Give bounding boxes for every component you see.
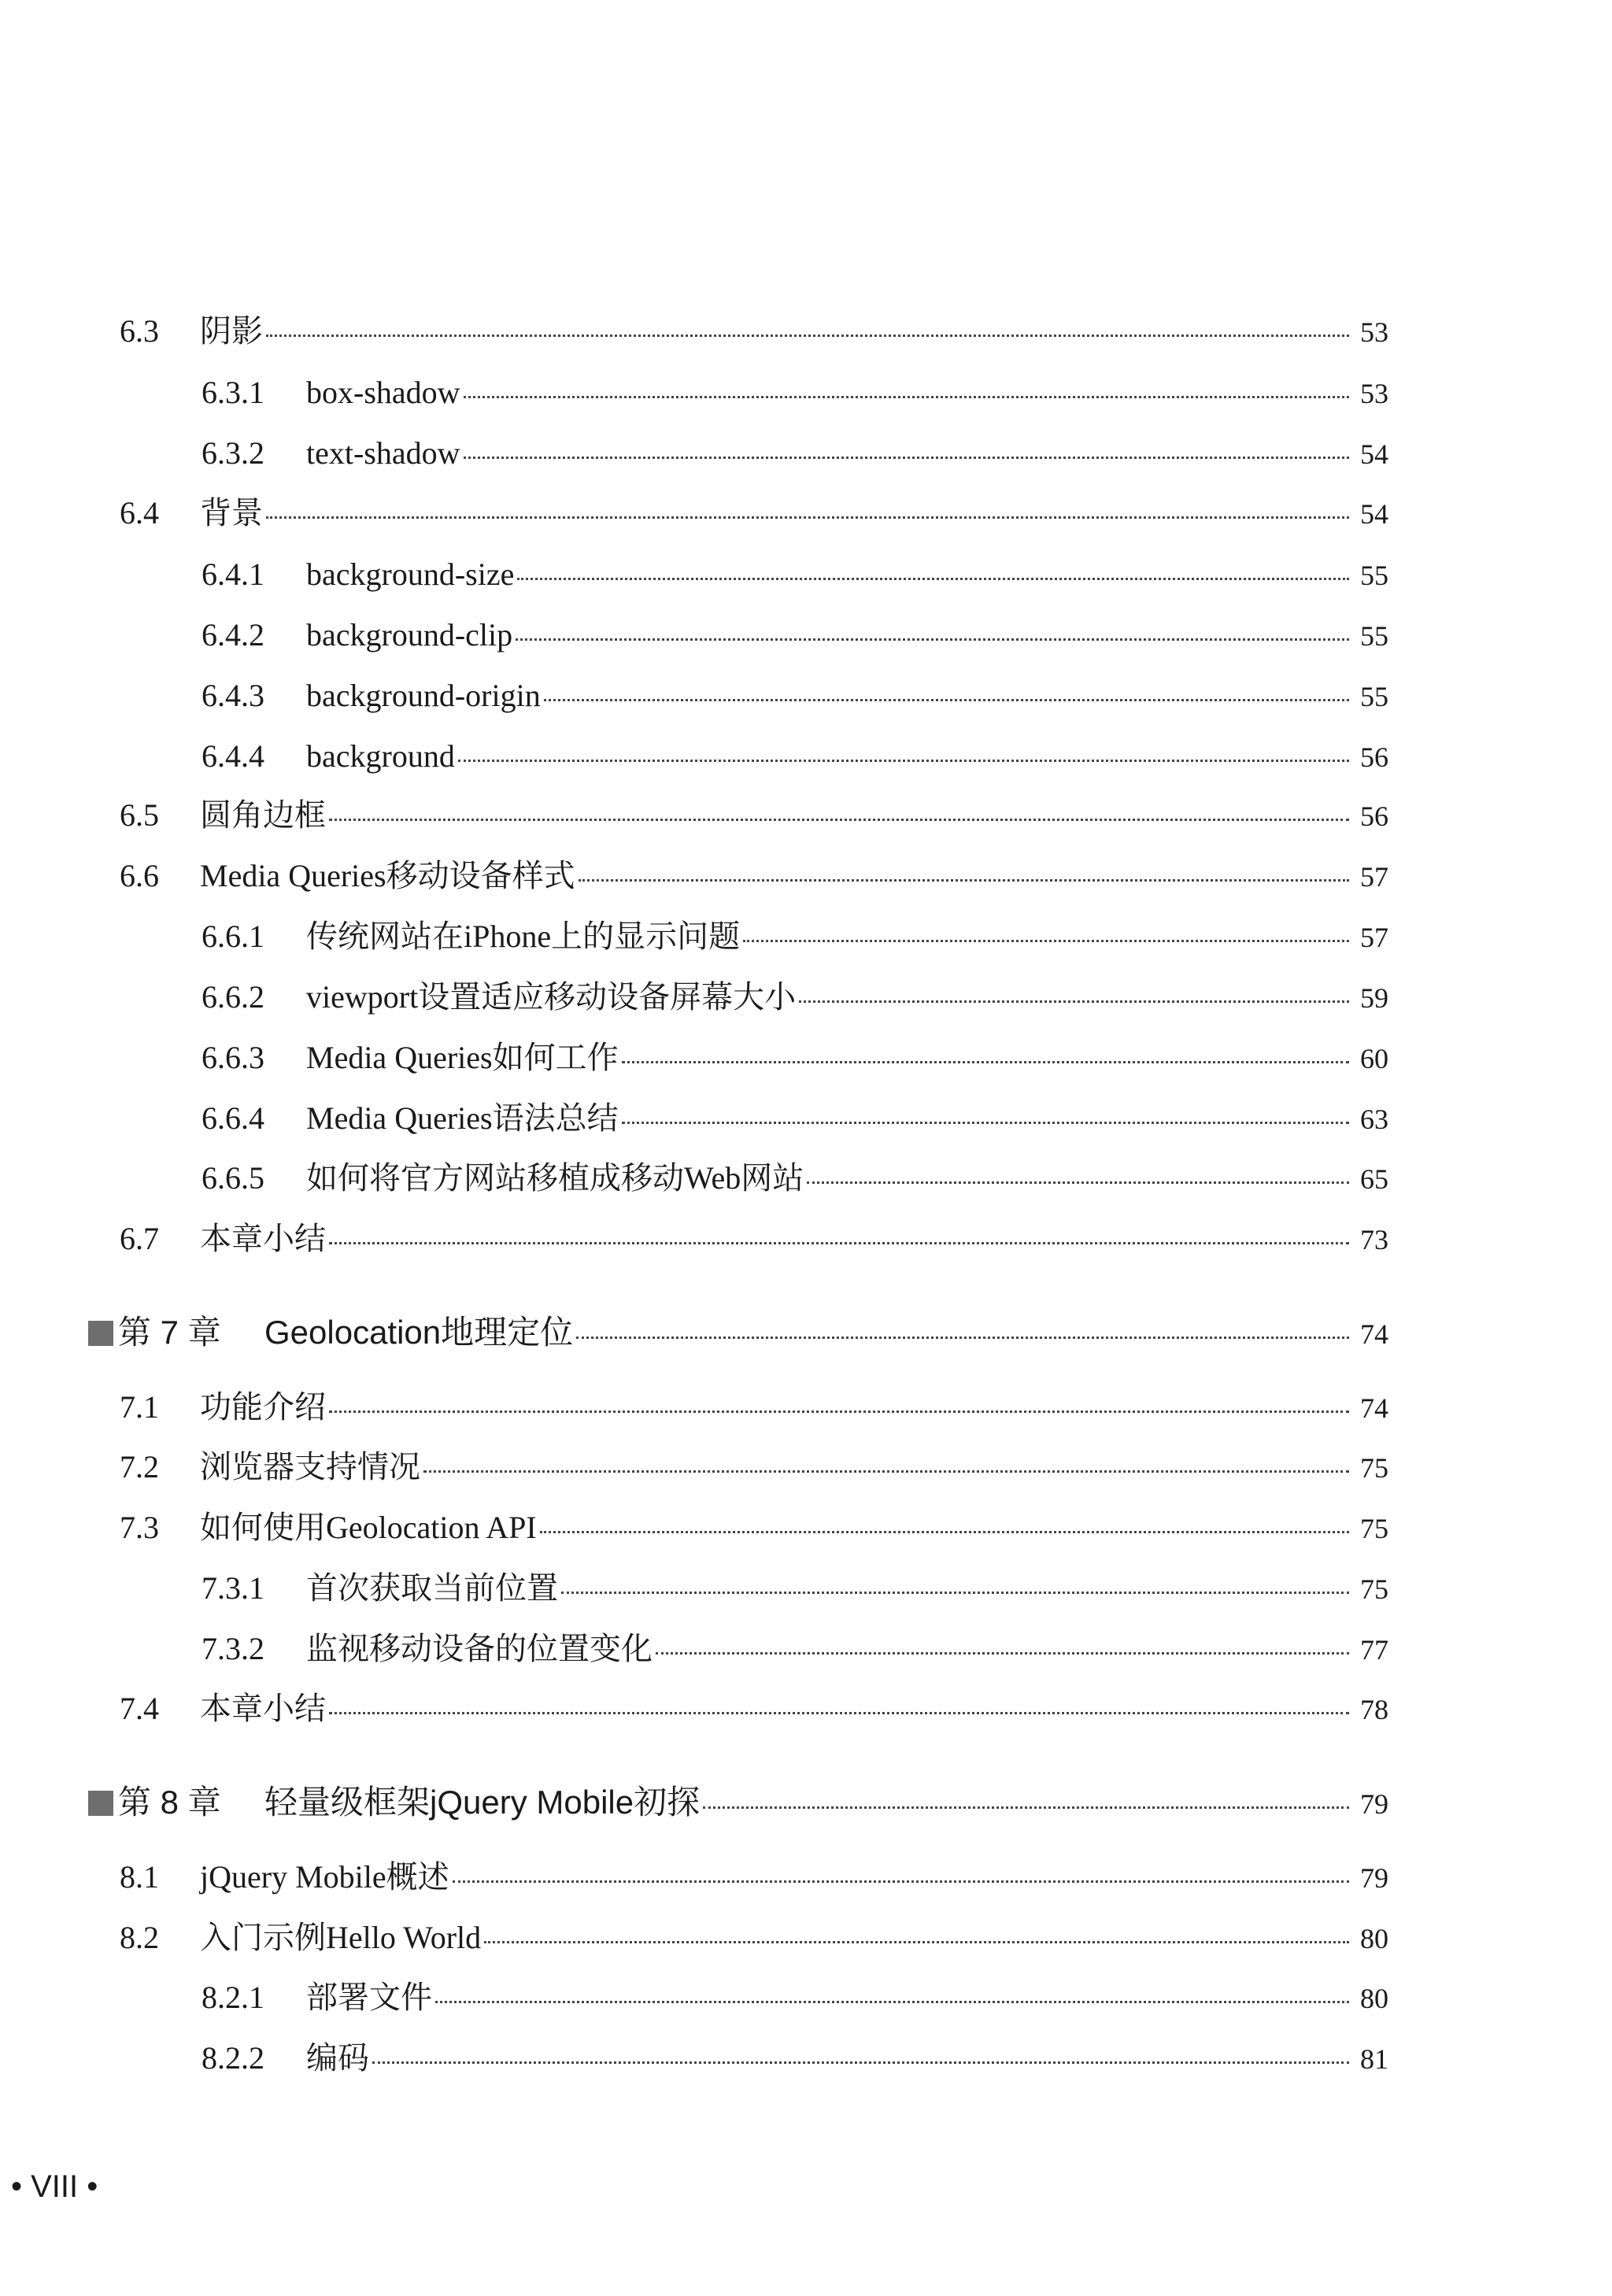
page-number: 55 <box>1360 681 1388 712</box>
page-number: 59 <box>1360 982 1388 1014</box>
toc-entry-6-5 <box>120 793 1388 838</box>
toc-entry-6-4-1 <box>202 553 1388 597</box>
toc-entry-6-4-4 <box>202 734 1388 779</box>
section-number: 6.3.1 <box>202 375 264 410</box>
section-title: viewport设置适应移动设备屏幕大小 <box>306 979 797 1015</box>
toc-entry-7-3-2 <box>202 1627 1388 1672</box>
section-title: 本章小结 <box>200 1691 326 1726</box>
dot-leader <box>453 1880 1349 1883</box>
section-title: 圆角边框 <box>200 797 326 833</box>
dot-leader <box>622 1122 1349 1124</box>
page-number: 81 <box>1360 2043 1388 2075</box>
page-number: 79 <box>1360 1862 1388 1894</box>
page-number: 80 <box>1360 1923 1388 1954</box>
toc-entry-7-2 <box>120 1445 1388 1490</box>
page-number: 63 <box>1360 1104 1388 1135</box>
section-title: background-origin <box>306 678 541 713</box>
section-number: 6.5 <box>120 797 159 833</box>
page-number: 78 <box>1360 1694 1388 1725</box>
toc-entry-6-6 <box>120 854 1388 899</box>
page-number: 75 <box>1360 1573 1388 1605</box>
section-title: background <box>306 738 455 774</box>
section-title: 传统网站在iPhone上的显示问题 <box>306 919 741 954</box>
chapter-number: 第 7 章 <box>118 1314 221 1351</box>
toc-entry-8-2-2 <box>202 2036 1388 2081</box>
dot-leader <box>656 1652 1349 1655</box>
section-title: 入门示例Hello World <box>200 1920 482 1955</box>
section-number: 6.4.4 <box>202 738 264 774</box>
section-title: 本章小结 <box>200 1221 326 1256</box>
section-title: text-shadow <box>306 435 460 471</box>
section-number: 6.4.1 <box>202 556 264 592</box>
section-number: 6.3 <box>120 313 159 349</box>
dot-leader <box>423 1470 1349 1473</box>
dot-leader <box>329 819 1349 821</box>
page-number: 53 <box>1360 316 1388 348</box>
dot-leader <box>807 1181 1349 1184</box>
page-number: 77 <box>1360 1634 1388 1666</box>
toc-entry-7-3-1 <box>202 1566 1388 1611</box>
section-title: 如何使用Geolocation API <box>200 1510 537 1545</box>
section-title: background-clip <box>306 617 513 653</box>
toc-chapter-8 <box>88 1780 1388 1826</box>
page-number: 80 <box>1360 1983 1388 2014</box>
toc-entry-6-4-3 <box>202 674 1388 719</box>
dot-leader <box>561 1592 1349 1594</box>
section-title: 监视移动设备的位置变化 <box>306 1631 653 1666</box>
section-title: 背景 <box>200 495 263 531</box>
section-number: 7.3.1 <box>202 1570 264 1606</box>
page-folio: • VIII • <box>11 2169 98 2204</box>
toc-entry-6-3-2 <box>202 431 1388 476</box>
toc-entry-6-6-1 <box>202 915 1388 959</box>
dot-leader <box>435 2001 1349 2003</box>
chapter-marker-icon <box>88 1321 113 1346</box>
section-title: box-shadow <box>306 375 460 410</box>
section-number: 7.2 <box>120 1449 159 1484</box>
page-number: 74 <box>1360 1392 1388 1424</box>
toc-entry-8-1 <box>120 1855 1388 1900</box>
dot-leader <box>799 1000 1349 1003</box>
section-number: 6.4.2 <box>202 617 264 653</box>
page-number: 60 <box>1360 1043 1388 1074</box>
dot-leader <box>266 516 1349 519</box>
section-number: 7.4 <box>120 1691 159 1726</box>
section-number: 7.1 <box>120 1389 159 1425</box>
section-number: 6.6.2 <box>202 979 264 1015</box>
toc-entry-7-1 <box>120 1385 1388 1430</box>
chapter-marker-icon <box>88 1791 113 1816</box>
section-number: 8.2.2 <box>202 2040 264 2076</box>
section-number: 8.2.1 <box>202 1980 264 2015</box>
toc-entry-8-2-1 <box>202 1976 1388 2021</box>
toc-entry-6-3-1 <box>202 371 1388 416</box>
page-number: 54 <box>1360 438 1388 470</box>
dot-leader <box>576 1337 1349 1339</box>
dot-leader <box>622 1061 1349 1063</box>
dot-leader <box>329 1242 1349 1244</box>
dot-leader <box>329 1411 1349 1413</box>
page-number: 73 <box>1360 1224 1388 1255</box>
dot-leader <box>579 879 1349 882</box>
toc-entry-6-4-2 <box>202 613 1388 658</box>
dot-leader <box>372 2061 1349 2064</box>
section-number: 6.4 <box>120 495 159 531</box>
section-number: 6.6.5 <box>202 1160 264 1196</box>
page-number: 56 <box>1360 741 1388 773</box>
toc-entry-7-3 <box>120 1506 1388 1551</box>
toc-entry-7-4 <box>120 1687 1388 1732</box>
section-title: jQuery Mobile概述 <box>200 1859 449 1895</box>
toc-entry-6-6-2 <box>202 975 1388 1020</box>
dot-leader <box>516 638 1349 641</box>
dot-leader <box>484 1941 1349 1943</box>
dot-leader <box>329 1712 1349 1714</box>
chapter-title: Geolocation地理定位 <box>264 1314 574 1351</box>
page-number: 65 <box>1360 1163 1388 1195</box>
toc-entry-6-6-3 <box>202 1036 1388 1081</box>
dot-leader <box>266 335 1349 337</box>
dot-leader <box>464 396 1349 398</box>
section-title: 浏览器支持情况 <box>200 1449 420 1484</box>
section-title: 部署文件 <box>306 1980 432 2015</box>
toc-entry-6-4 <box>120 491 1388 536</box>
page-number: 53 <box>1360 378 1388 409</box>
page-number: 74 <box>1360 1318 1388 1350</box>
section-number: 6.6.3 <box>202 1040 264 1075</box>
section-number: 8.1 <box>120 1859 159 1895</box>
page-number: 56 <box>1360 800 1388 832</box>
dot-leader <box>458 760 1349 762</box>
section-number: 6.6.1 <box>202 919 264 954</box>
dot-leader <box>517 578 1349 580</box>
page-number: 75 <box>1360 1513 1388 1544</box>
section-title: 首次获取当前位置 <box>306 1570 558 1606</box>
toc-entry-6-6-4 <box>202 1096 1388 1141</box>
section-number: 6.3.2 <box>202 435 264 471</box>
section-title: Media Queries如何工作 <box>306 1040 619 1075</box>
page-number: 57 <box>1360 922 1388 953</box>
toc-entry-6-6-5 <box>202 1156 1388 1201</box>
section-title: Media Queries语法总结 <box>306 1100 619 1136</box>
section-number: 6.7 <box>120 1221 159 1256</box>
toc-entry-8-2 <box>120 1916 1388 1961</box>
section-title: 如何将官方网站移植成移动Web网站 <box>306 1160 804 1196</box>
section-title: 阴影 <box>200 313 263 349</box>
dot-leader <box>544 699 1349 701</box>
section-number: 6.6.4 <box>202 1100 264 1136</box>
toc-entry-6-7 <box>120 1217 1388 1262</box>
page-number: 75 <box>1360 1452 1388 1484</box>
page-number: 54 <box>1360 498 1388 530</box>
chapter-number: 第 8 章 <box>118 1784 221 1821</box>
page-number: 79 <box>1360 1788 1388 1820</box>
section-number: 6.6 <box>120 858 159 893</box>
section-title: background-size <box>306 556 515 592</box>
chapter-title: 轻量级框架jQuery Mobile初探 <box>264 1784 701 1821</box>
dot-leader <box>743 940 1349 942</box>
section-number: 7.3 <box>120 1510 159 1545</box>
page-number: 55 <box>1360 560 1388 591</box>
section-number: 6.4.3 <box>202 678 264 713</box>
toc-entry-6-3 <box>120 309 1388 354</box>
section-number: 7.3.2 <box>202 1631 264 1666</box>
section-number: 8.2 <box>120 1920 159 1955</box>
section-title: 功能介绍 <box>200 1389 326 1425</box>
toc-chapter-7 <box>88 1311 1388 1356</box>
page-number: 57 <box>1360 861 1388 893</box>
section-title: 编码 <box>306 2040 369 2076</box>
page-number: 55 <box>1360 620 1388 652</box>
dot-leader <box>464 457 1349 459</box>
dot-leader <box>703 1806 1349 1809</box>
section-title: Media Queries移动设备样式 <box>200 858 575 893</box>
dot-leader <box>540 1531 1349 1533</box>
